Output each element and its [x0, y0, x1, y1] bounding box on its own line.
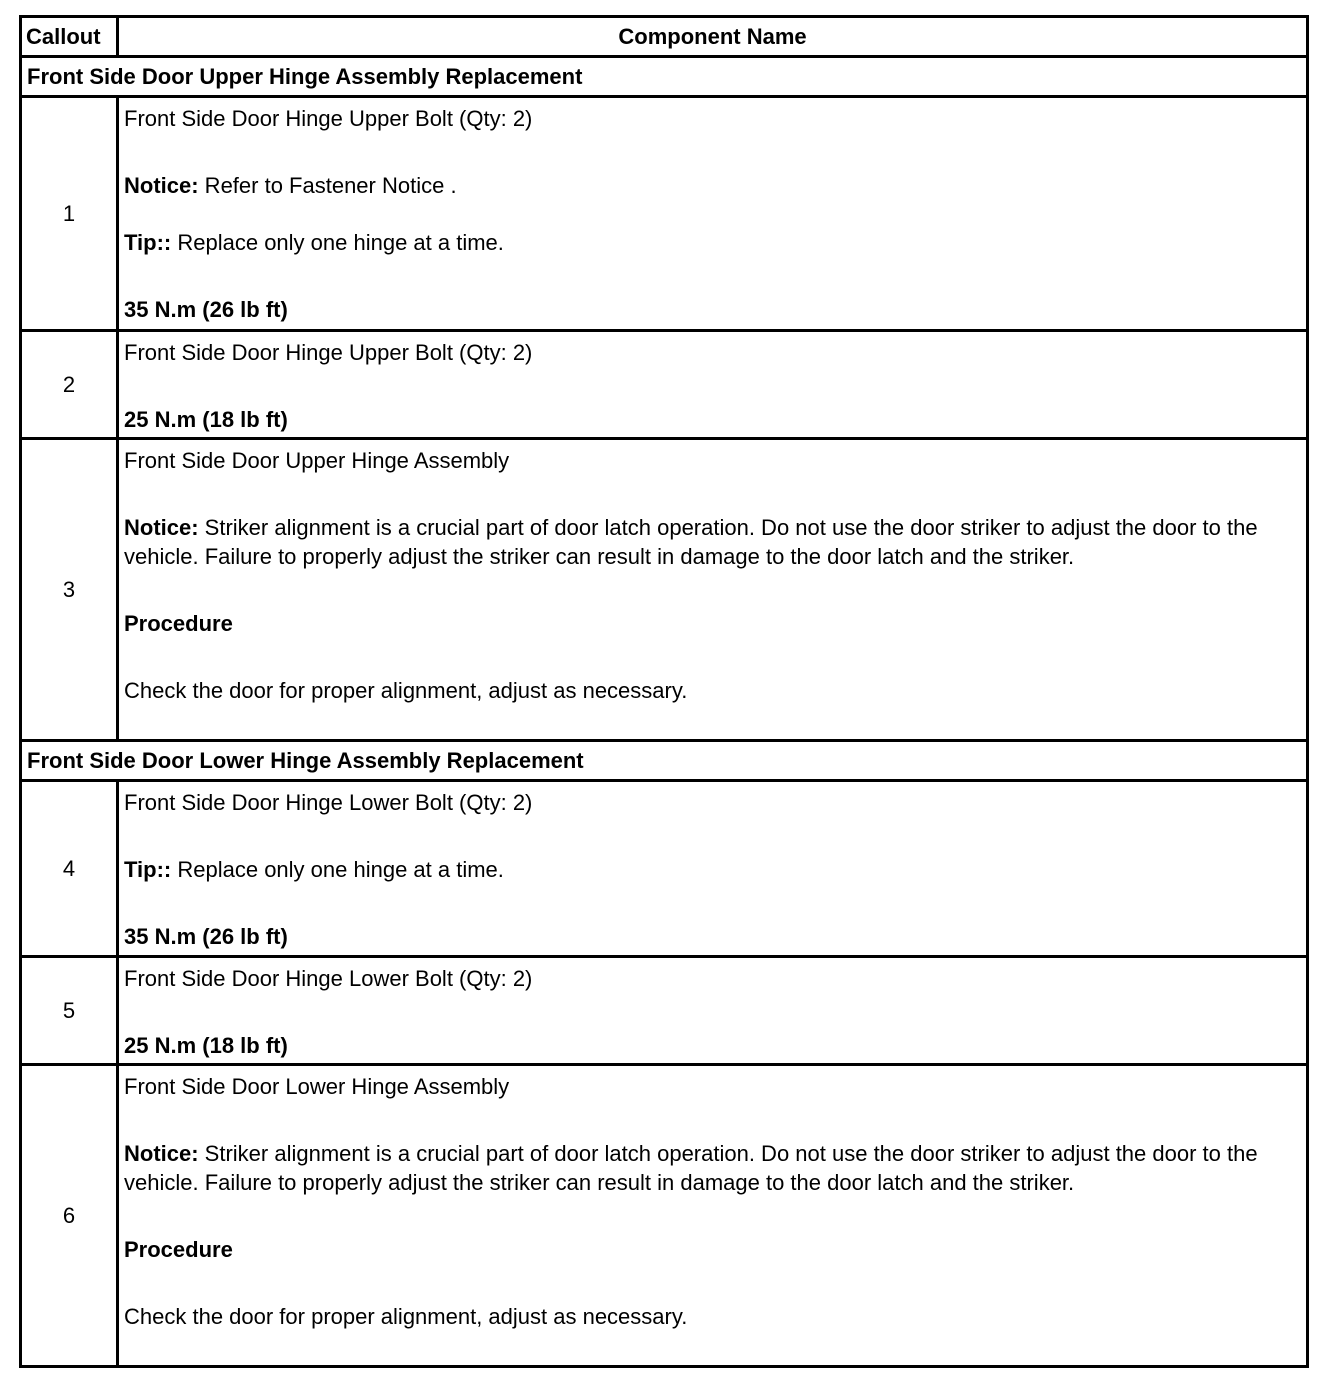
tip-text: Replace only one hinge at a time.: [171, 857, 504, 882]
component-cell: [118, 331, 1308, 439]
notice-label: Notice:: [124, 1141, 199, 1166]
component-cell: [118, 781, 1308, 957]
notice: [124, 171, 1298, 200]
table-row: [21, 1065, 1308, 1367]
tip: [124, 228, 1298, 257]
procedure-text: Check the door for proper alignment, adjust as necessary.: [124, 678, 688, 703]
component-table: [19, 15, 1309, 1368]
tip-label: Tip::: [124, 230, 172, 255]
callout-header: Callout: [21, 17, 118, 57]
notice-text: Refer to Fastener Notice .: [198, 173, 457, 198]
component-name: Front Side Door Hinge Lower Bolt (Qty: 2): [124, 790, 533, 815]
tip-label: Tip::: [124, 857, 172, 882]
table-row: [21, 439, 1308, 741]
table-row: [21, 957, 1308, 1065]
procedure-text: Check the door for proper alignment, adjust as necessary.: [124, 1304, 688, 1329]
callout-number: 6: [21, 1065, 118, 1367]
notice-label: Notice:: [124, 515, 199, 540]
callout-number: 1: [21, 97, 118, 331]
procedure-label: Procedure: [124, 611, 233, 636]
notice-label: Notice:: [124, 173, 199, 198]
torque-spec: 35 N.m (26 lb ft): [124, 924, 288, 949]
table-row: [21, 331, 1308, 439]
torque-spec: 25 N.m (18 lb ft): [124, 407, 288, 432]
procedure-label: Procedure: [124, 1237, 233, 1262]
notice: [124, 513, 1298, 571]
component-name-header: Component Name: [118, 17, 1308, 57]
callout-number: 4: [21, 781, 118, 957]
callout-number: 5: [21, 957, 118, 1065]
torque-spec: 25 N.m (18 lb ft): [124, 1033, 288, 1058]
notice-text: Striker alignment is a crucial part of door latch operation. Do not use the door striker to adjust the door to the vehicle. Failure to properly adjust the striker can result in damage to the door latch and the striker.: [124, 1141, 1258, 1195]
component-name: Front Side Door Lower Hinge Assembly: [124, 1074, 510, 1099]
section-title: Front Side Door Lower Hinge Assembly Replacement: [21, 741, 1308, 781]
header-row: [21, 17, 1308, 57]
section-row-lower: [21, 741, 1308, 781]
section-row-upper: [21, 57, 1308, 97]
callout-number: 2: [21, 331, 118, 439]
tip: [124, 855, 1298, 884]
component-cell: [118, 439, 1308, 741]
component-name: Front Side Door Hinge Upper Bolt (Qty: 2): [124, 106, 533, 131]
component-cell: [118, 97, 1308, 331]
callout-number: 3: [21, 439, 118, 741]
component-name: Front Side Door Hinge Upper Bolt (Qty: 2): [124, 340, 533, 365]
notice: [124, 1139, 1298, 1197]
component-cell: [118, 957, 1308, 1065]
component-cell: [118, 1065, 1308, 1367]
tip-text: Replace only one hinge at a time.: [171, 230, 504, 255]
table-row: [21, 781, 1308, 957]
notice-text: Striker alignment is a crucial part of door latch operation. Do not use the door striker to adjust the door to the vehicle. Failure to properly adjust the striker can result in damage to the door latch and the striker.: [124, 515, 1258, 569]
table-row: [21, 97, 1308, 331]
section-title: Front Side Door Upper Hinge Assembly Replacement: [21, 57, 1308, 97]
component-name: Front Side Door Upper Hinge Assembly: [124, 448, 510, 473]
torque-spec: 35 N.m (26 lb ft): [124, 297, 288, 322]
component-name: Front Side Door Hinge Lower Bolt (Qty: 2): [124, 966, 533, 991]
